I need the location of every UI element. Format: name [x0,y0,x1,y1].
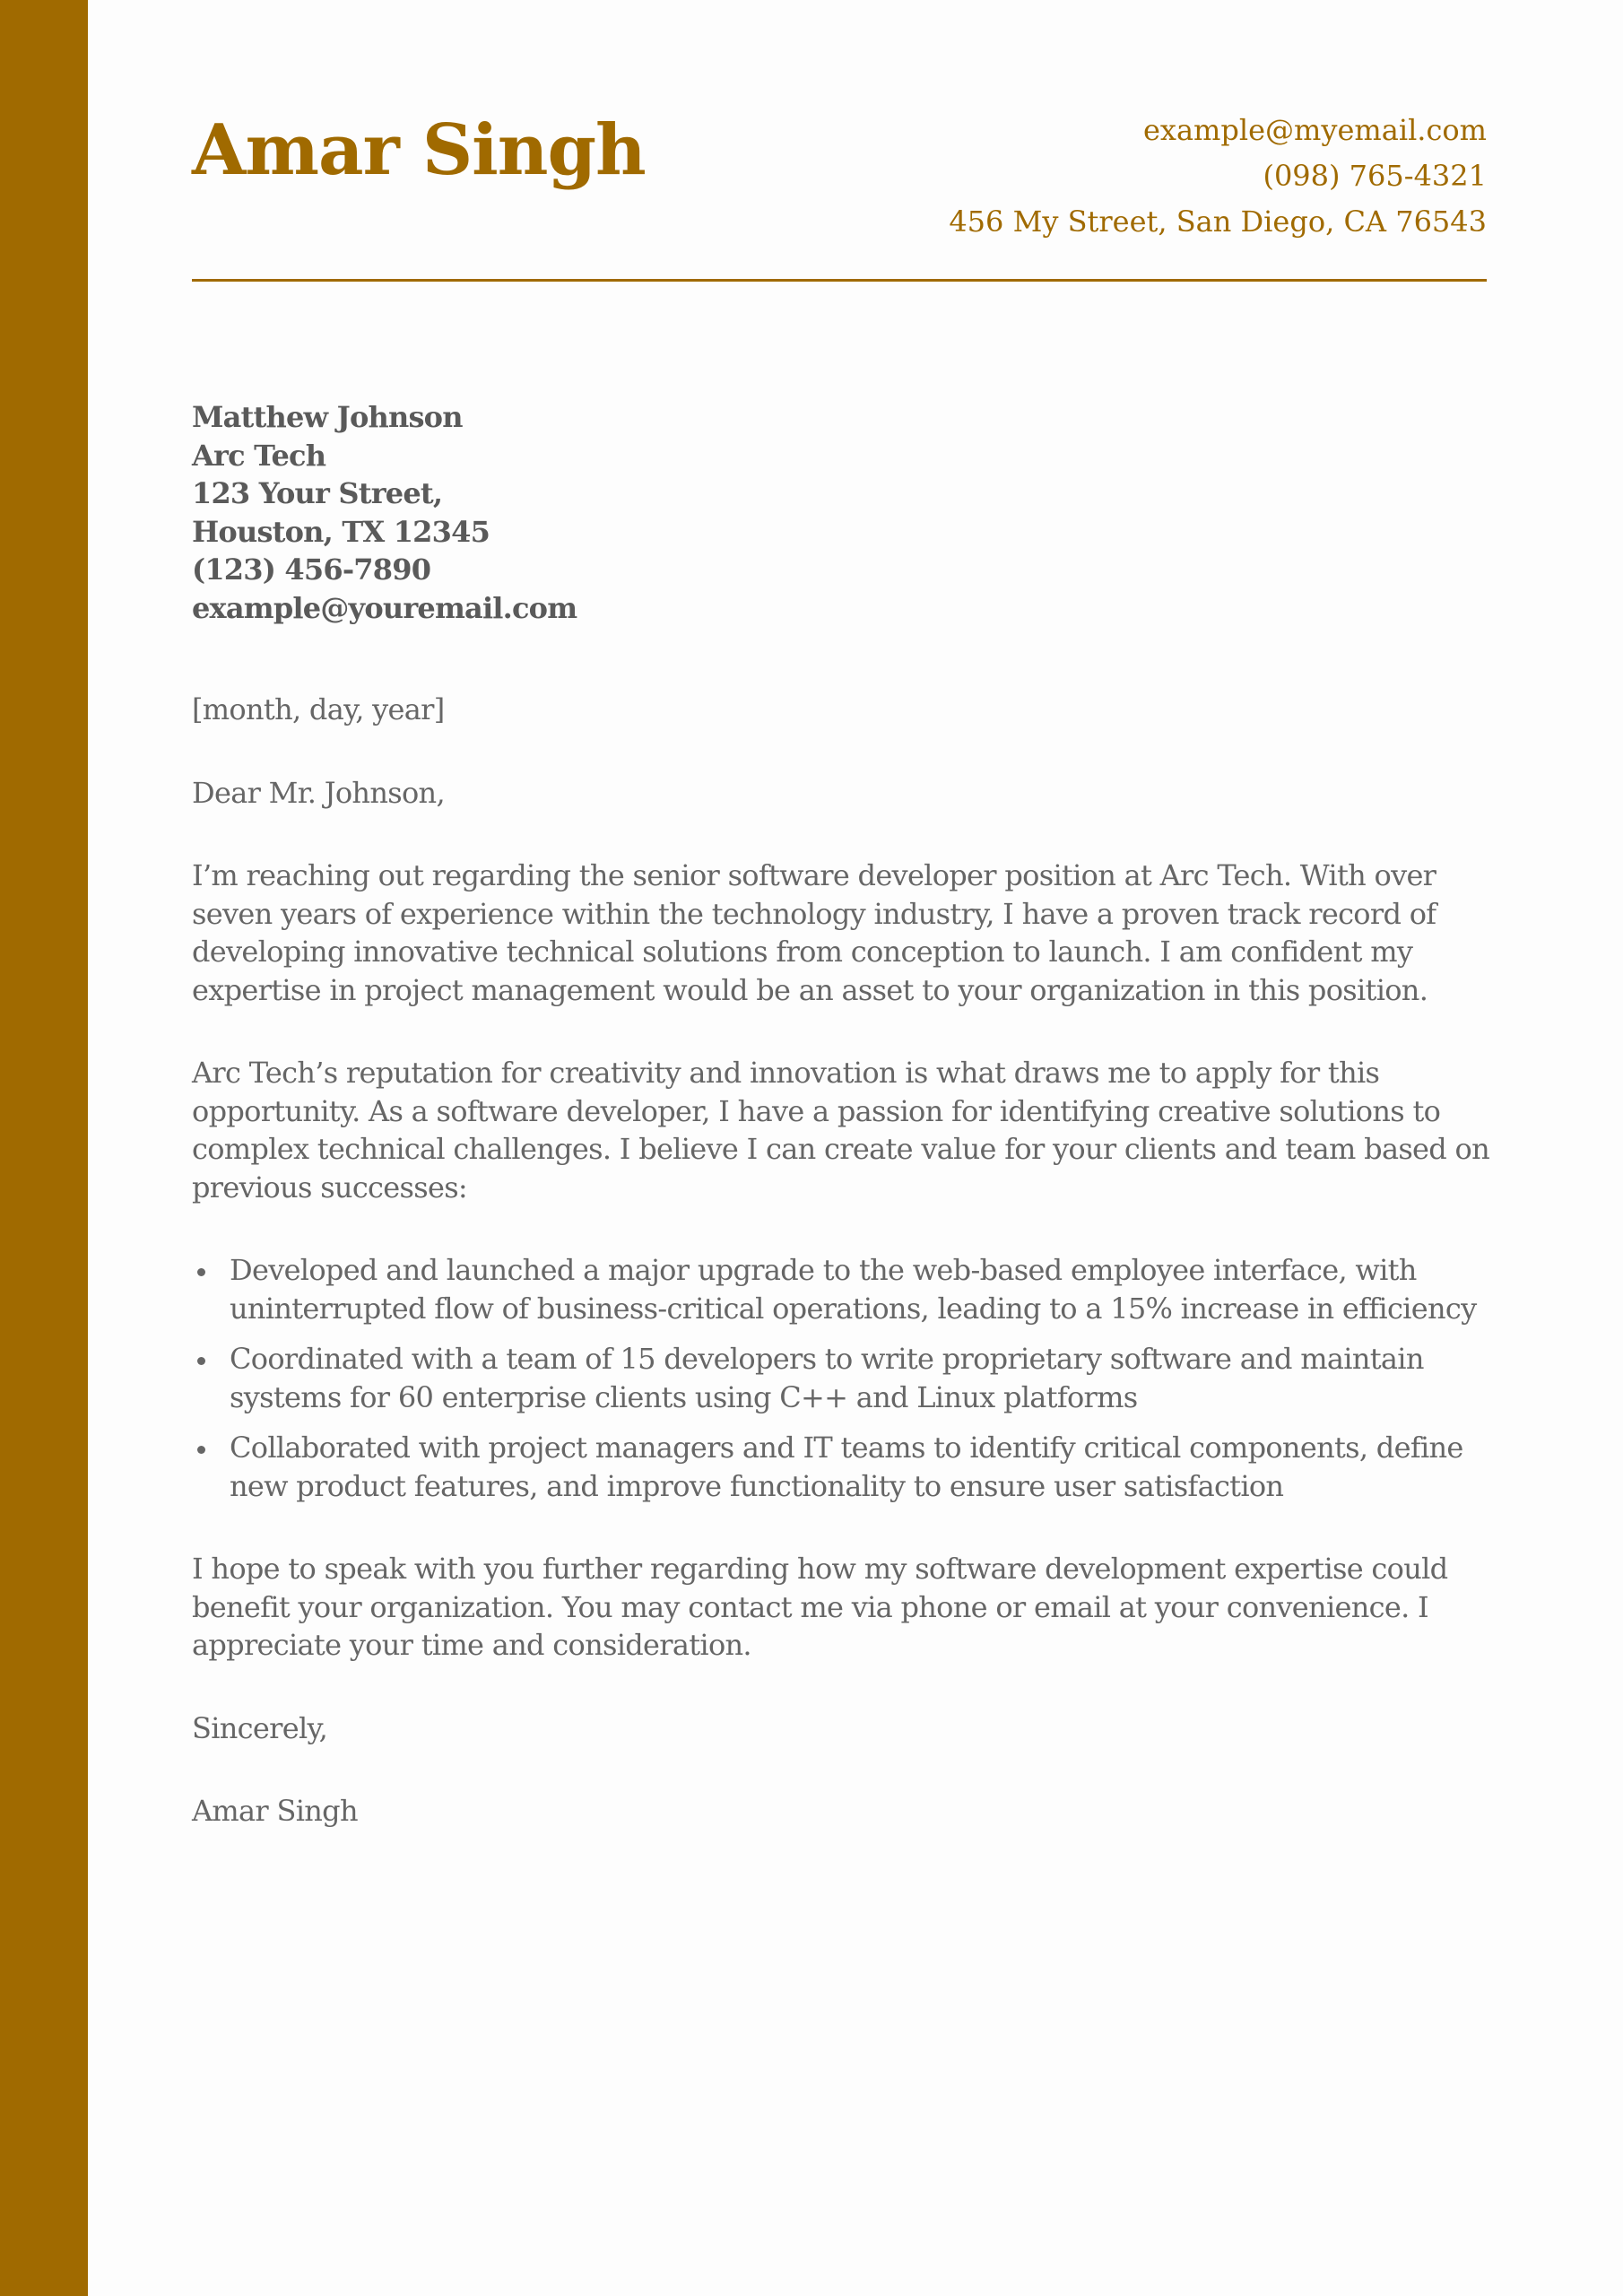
accent-sidebar [0,0,88,2296]
achievement-list [192,1251,1510,1505]
list-item: Coordinated with a team of 15 developers to write proprietary software and maintain systems for 60 enterprise clients using C++ and Linux platforms [230,1340,1510,1416]
salutation: Dear Mr. Johnson, [192,775,445,810]
paragraph-closing: I hope to speak with you further regarding how my software development expertise could benefit your organization. You may contact me via phone or email at your convenience. I appreciate your time and consideration. [192,1552,1448,1662]
paragraph-motivation: Arc Tech’s reputation for creativity and innovation is what draws me to apply for this opportunity. As a software developer, I have a passion for identifying creative solutions to complex technical challenges. I believe I can create value for your clients and team based on previous successes: [192,1056,1490,1205]
recipient-block [192,398,577,627]
paragraph-intro: I’m reaching out regarding the senior software developer position at Arc Tech. With over seven years of experience within the technology industry, I have a proven track record of developing innovative technical solutions from conception to launch. I am confident my expertise in project management would be an asset to your organization in this position. [192,858,1436,1007]
sender-contact [949,108,1487,245]
letter-body [192,691,1510,1875]
recipient-name: Matthew Johnson [192,400,463,434]
recipient-email: example@youremail.com [192,590,577,625]
sender-phone: (098) 765-4321 [1263,159,1487,193]
letter-date: [month, day, year] [192,692,445,726]
sender-address: 456 My Street, San Diego, CA 76543 [949,204,1487,239]
recipient-street: 123 Your Street, [192,476,443,510]
sender-email: example@myemail.com [1142,113,1487,147]
signature: Amar Singh [192,1794,358,1828]
recipient-phone: (123) 456-7890 [192,552,431,587]
closing: Sincerely, [192,1710,328,1745]
recipient-company: Arc Tech [192,438,326,473]
recipient-city: Houston, TX 12345 [192,514,490,549]
list-item: Developed and launched a major upgrade to the web-based employee interface, with uninterrupted flow of business-critical operations, leading to a 15% increase in efficiency [230,1251,1510,1327]
header-divider [192,279,1487,282]
sender-name: Amar Singh [192,109,646,191]
list-item: Collaborated with project managers and IT teams to identify critical components, define new product features, and improve functionality to ensure user satisfaction [230,1429,1510,1505]
